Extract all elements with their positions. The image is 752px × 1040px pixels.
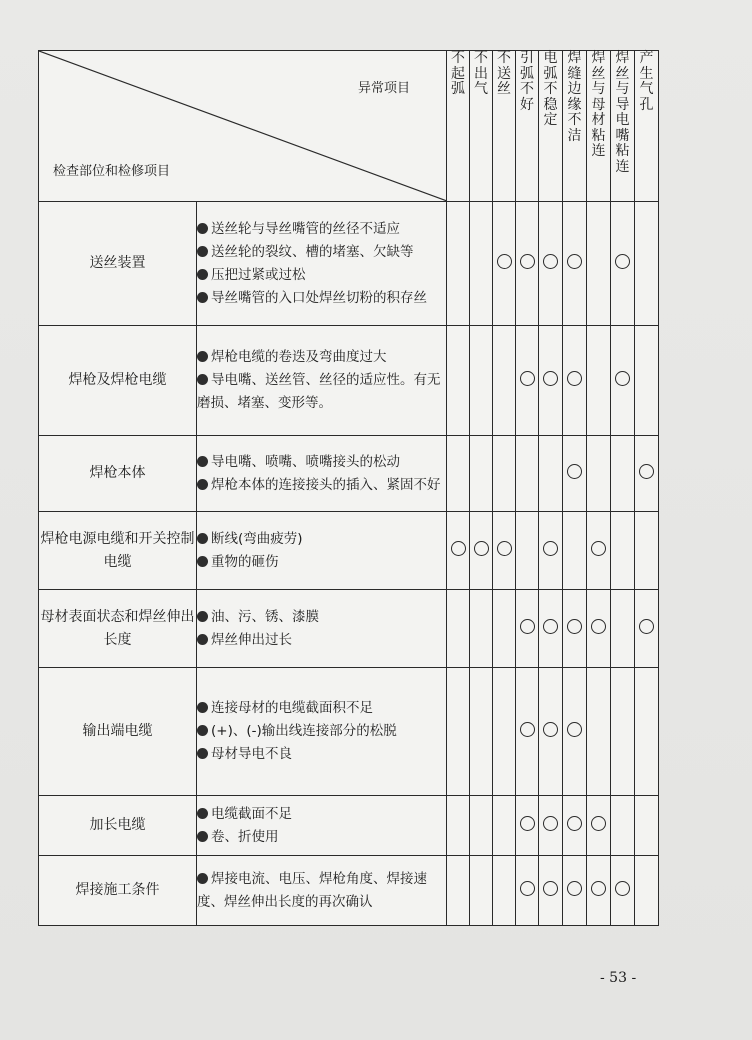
bullet-icon xyxy=(197,223,208,234)
mark-cell xyxy=(493,856,516,926)
mark-cell xyxy=(635,856,659,926)
inspection-item-text: 焊丝伸出过长 xyxy=(211,631,292,648)
circle-mark-icon xyxy=(543,619,558,634)
mark-cell xyxy=(587,590,611,668)
bullet-icon xyxy=(197,634,208,645)
column-header-label: 焊缝边缘不洁 xyxy=(567,50,582,144)
mark-cell xyxy=(563,856,587,926)
column-header-label: 产生气孔 xyxy=(639,50,654,113)
inspection-item xyxy=(197,241,446,264)
inspection-item xyxy=(197,287,446,310)
diagonal-header-cell xyxy=(39,51,447,202)
circle-mark-icon xyxy=(591,541,606,556)
bullet-icon xyxy=(197,374,208,385)
mark-cell xyxy=(516,512,539,590)
header-row xyxy=(39,51,659,202)
circle-mark-icon xyxy=(567,881,582,896)
table-row xyxy=(39,668,659,796)
column-header-label: 焊丝与导电嘴粘连 xyxy=(615,50,630,175)
bullet-icon xyxy=(197,702,208,713)
mark-cell xyxy=(470,796,493,856)
bullet-icon xyxy=(197,533,208,544)
inspection-parts-label: 检查部位和检修项目 xyxy=(53,164,171,179)
mark-cell xyxy=(539,326,563,436)
mark-cell xyxy=(539,512,563,590)
mark-cell xyxy=(447,856,470,926)
inspection-item-text: 焊接电流、电压、焊枪角度、焊接速度、焊丝伸出长度的再次确认 xyxy=(197,870,427,910)
bullet-icon xyxy=(197,808,208,819)
inspection-items xyxy=(197,436,447,512)
mark-cell xyxy=(539,796,563,856)
inspection-part: 母材表面状态和焊丝伸出长度 xyxy=(39,590,197,668)
bullet-icon xyxy=(197,246,208,257)
circle-mark-icon xyxy=(639,464,654,479)
inspection-item xyxy=(197,369,446,415)
mark-cell xyxy=(635,436,659,512)
inspection-items xyxy=(197,326,447,436)
inspection-item-text: 送丝轮的裂纹、槽的堵塞、欠缺等 xyxy=(211,243,414,260)
inspection-items xyxy=(197,202,447,326)
mark-cell xyxy=(470,326,493,436)
column-header xyxy=(611,51,635,202)
inspection-items xyxy=(197,590,447,668)
troubleshooting-table xyxy=(38,50,659,926)
bullet-icon xyxy=(197,611,208,622)
table-row xyxy=(39,436,659,512)
inspection-part: 焊枪及焊枪电缆 xyxy=(39,326,197,436)
mark-cell xyxy=(635,326,659,436)
mark-cell xyxy=(516,202,539,326)
column-header-label: 不送丝 xyxy=(497,50,511,97)
circle-mark-icon xyxy=(520,371,535,386)
inspection-part: 加长电缆 xyxy=(39,796,197,856)
circle-mark-icon xyxy=(520,881,535,896)
mark-cell xyxy=(470,590,493,668)
mark-cell xyxy=(611,436,635,512)
mark-cell xyxy=(493,436,516,512)
mark-cell xyxy=(563,796,587,856)
circle-mark-icon xyxy=(543,881,558,896)
circle-mark-icon xyxy=(591,881,606,896)
inspection-item xyxy=(197,826,446,849)
inspection-items xyxy=(197,856,447,926)
mark-cell xyxy=(635,202,659,326)
inspection-item-text: 母材导电不良 xyxy=(211,746,292,762)
bullet-icon xyxy=(197,456,208,467)
inspection-item xyxy=(197,720,446,743)
circle-mark-icon xyxy=(567,371,582,386)
inspection-item-text: 焊枪电缆的卷迭及弯曲度过大 xyxy=(211,349,387,365)
mark-cell xyxy=(447,512,470,590)
column-header xyxy=(447,51,470,202)
column-header xyxy=(563,51,587,202)
column-header-label: 焊丝与母材粘连 xyxy=(591,50,606,159)
inspection-item-text: 电缆截面不足 xyxy=(211,805,292,822)
inspection-item xyxy=(197,868,446,914)
abnormal-items-label: 异常项目 xyxy=(357,81,410,96)
mark-cell xyxy=(447,202,470,326)
circle-mark-icon xyxy=(615,881,630,896)
mark-cell xyxy=(493,668,516,796)
column-header-label: 不出气 xyxy=(474,50,488,97)
mark-cell xyxy=(611,202,635,326)
inspection-item-text: 卷、折使用 xyxy=(211,828,279,845)
inspection-item-text: 导电嘴、喷嘴、喷嘴接头的松动 xyxy=(211,453,400,470)
column-header-label: 引弧不好 xyxy=(520,50,534,113)
circle-mark-icon xyxy=(591,816,606,831)
mark-cell xyxy=(563,668,587,796)
circle-mark-icon xyxy=(520,722,535,737)
circle-mark-icon xyxy=(520,816,535,831)
inspection-item xyxy=(197,346,446,369)
inspection-item-text: 导电嘴、送丝管、丝径的适应性。有无磨损、堵塞、变形等。 xyxy=(197,372,441,411)
mark-cell xyxy=(447,796,470,856)
column-header xyxy=(587,51,611,202)
mark-cell xyxy=(493,590,516,668)
mark-cell xyxy=(563,590,587,668)
inspection-item xyxy=(197,697,446,720)
column-header xyxy=(539,51,563,202)
mark-cell xyxy=(493,202,516,326)
mark-cell xyxy=(611,512,635,590)
circle-mark-icon xyxy=(543,816,558,831)
bullet-icon xyxy=(197,351,208,362)
circle-mark-icon xyxy=(591,619,606,634)
mark-cell xyxy=(516,590,539,668)
column-header xyxy=(516,51,539,202)
mark-cell xyxy=(516,796,539,856)
mark-cell xyxy=(493,512,516,590)
mark-cell xyxy=(563,326,587,436)
table-row xyxy=(39,202,659,326)
circle-mark-icon xyxy=(639,619,654,634)
mark-cell xyxy=(493,326,516,436)
inspection-part: 焊枪电源电缆和开关控制电缆 xyxy=(39,512,197,590)
mark-cell xyxy=(611,856,635,926)
column-header-label: 不起弧 xyxy=(451,50,465,97)
circle-mark-icon xyxy=(567,254,582,269)
inspection-item-text: 油、污、锈、漆膜 xyxy=(211,608,319,625)
mark-cell xyxy=(611,326,635,436)
mark-cell xyxy=(563,512,587,590)
inspection-item-text: 焊枪本体的连接接头的插入、紧固不好 xyxy=(211,476,441,493)
table-row xyxy=(39,590,659,668)
mark-cell xyxy=(447,326,470,436)
table-row xyxy=(39,796,659,856)
inspection-item xyxy=(197,474,446,497)
mark-cell xyxy=(470,856,493,926)
column-header-label: 电弧不稳定 xyxy=(543,50,558,128)
circle-mark-icon xyxy=(567,816,582,831)
mark-cell xyxy=(563,436,587,512)
inspection-item xyxy=(197,528,446,551)
bullet-icon xyxy=(197,556,208,567)
inspection-item-text: 断线(弯曲疲劳) xyxy=(211,530,303,547)
inspection-item xyxy=(197,264,446,287)
mark-cell xyxy=(447,590,470,668)
circle-mark-icon xyxy=(497,541,512,556)
mark-cell xyxy=(611,590,635,668)
circle-mark-icon xyxy=(567,722,582,737)
inspection-item xyxy=(197,218,446,241)
mark-cell xyxy=(470,202,493,326)
circle-mark-icon xyxy=(567,464,582,479)
bullet-icon xyxy=(197,831,208,842)
inspection-part: 输出端电缆 xyxy=(39,668,197,796)
inspection-item xyxy=(197,629,446,652)
circle-mark-icon xyxy=(520,619,535,634)
mark-cell xyxy=(611,668,635,796)
inspection-item-text: 压把过紧或过松 xyxy=(211,266,306,283)
mark-cell xyxy=(447,436,470,512)
circle-mark-icon xyxy=(543,371,558,386)
inspection-item xyxy=(197,551,446,574)
inspection-items xyxy=(197,668,447,796)
circle-mark-icon xyxy=(497,254,512,269)
inspection-items xyxy=(197,512,447,590)
mark-cell xyxy=(587,796,611,856)
inspection-item xyxy=(197,743,446,766)
mark-cell xyxy=(470,668,493,796)
circle-mark-icon xyxy=(520,254,535,269)
inspection-part: 送丝装置 xyxy=(39,202,197,326)
inspection-item-text: 导丝嘴管的入口处焊丝切粉的积存丝 xyxy=(211,289,427,306)
bullet-icon xyxy=(197,748,208,759)
inspection-item xyxy=(197,606,446,629)
mark-cell xyxy=(539,436,563,512)
column-header xyxy=(493,51,516,202)
inspection-item-text: (+)、(-)输出线连接部分的松脱 xyxy=(211,723,397,739)
mark-cell xyxy=(587,856,611,926)
inspection-part: 焊接施工条件 xyxy=(39,856,197,926)
mark-cell xyxy=(539,856,563,926)
circle-mark-icon xyxy=(567,619,582,634)
mark-cell xyxy=(587,512,611,590)
circle-mark-icon xyxy=(543,722,558,737)
table-body xyxy=(39,202,659,926)
bullet-icon xyxy=(197,725,208,736)
circle-mark-icon xyxy=(474,541,489,556)
mark-cell xyxy=(563,202,587,326)
bullet-icon xyxy=(197,479,208,490)
inspection-item-text: 送丝轮与导丝嘴管的丝径不适应 xyxy=(211,220,400,237)
bullet-icon xyxy=(197,269,208,280)
mark-cell xyxy=(539,668,563,796)
inspection-item-text: 连接母材的电缆截面积不足 xyxy=(211,700,373,716)
circle-mark-icon xyxy=(543,254,558,269)
mark-cell xyxy=(539,202,563,326)
inspection-item xyxy=(197,803,446,826)
page-number: - 53 - xyxy=(600,970,637,986)
circle-mark-icon xyxy=(615,371,630,386)
inspection-item xyxy=(197,451,446,474)
circle-mark-icon xyxy=(615,254,630,269)
table-row xyxy=(39,512,659,590)
mark-cell xyxy=(587,326,611,436)
mark-cell xyxy=(516,668,539,796)
inspection-part: 焊枪本体 xyxy=(39,436,197,512)
bullet-icon xyxy=(197,873,208,884)
inspection-items xyxy=(197,796,447,856)
table-row xyxy=(39,856,659,926)
mark-cell xyxy=(635,590,659,668)
mark-cell xyxy=(516,436,539,512)
mark-cell xyxy=(587,202,611,326)
mark-cell xyxy=(635,668,659,796)
mark-cell xyxy=(516,326,539,436)
mark-cell xyxy=(611,796,635,856)
mark-cell xyxy=(587,436,611,512)
mark-cell xyxy=(470,436,493,512)
mark-cell xyxy=(493,796,516,856)
column-header xyxy=(470,51,493,202)
mark-cell xyxy=(470,512,493,590)
mark-cell xyxy=(539,590,563,668)
column-header xyxy=(635,51,659,202)
circle-mark-icon xyxy=(451,541,466,556)
mark-cell xyxy=(635,512,659,590)
mark-cell xyxy=(635,796,659,856)
mark-cell xyxy=(587,668,611,796)
inspection-item-text: 重物的砸伤 xyxy=(211,553,279,570)
circle-mark-icon xyxy=(543,541,558,556)
table-row xyxy=(39,326,659,436)
bullet-icon xyxy=(197,292,208,303)
mark-cell xyxy=(447,668,470,796)
mark-cell xyxy=(516,856,539,926)
